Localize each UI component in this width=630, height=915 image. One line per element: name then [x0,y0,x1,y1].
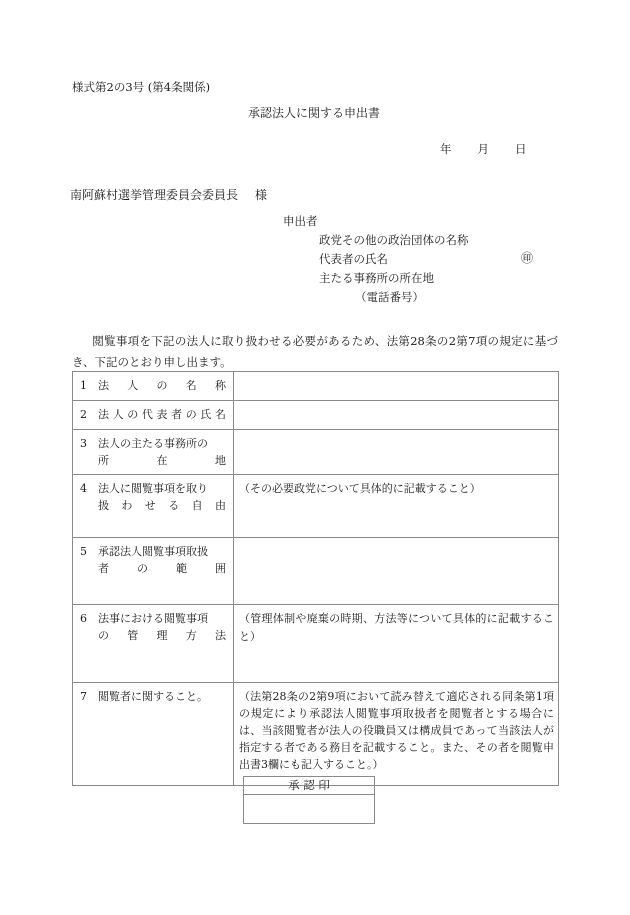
applicant-heading: 申出者 [283,214,318,228]
table-row [73,372,559,401]
row-label-line: 法人の代表者の氏名 [98,408,226,421]
row-value-text: （その必要政党について具体的に記載すること） [239,482,481,495]
row-label-line: 法人の主たる事務所の [98,437,208,450]
row-label-line: 承認法人閲覧事項取扱 [98,545,208,558]
row-number: 4 [80,482,87,495]
row-value-cell[interactable] [234,430,559,475]
body-paragraph [72,331,558,373]
row-label-line: の管理方法 [98,629,226,642]
row-value-cell[interactable] [234,683,559,786]
approval-seal-box [243,776,375,824]
row-number: 6 [80,612,87,625]
row-label-line: 法事における閲覧事項 [98,612,208,625]
row-label-line: 法人の名称 [98,379,226,392]
row-label-cell [73,430,234,475]
applicant-org-name-label: 政党その他の政治団体の名称 [319,233,469,247]
row-label-line: 閲覧者に関すること。 [98,690,208,703]
date-month-label: 月 [477,142,489,156]
table-row [73,475,559,538]
row-label-line: 扱わせる自由 [98,499,226,512]
row-label-line: 所在地 [98,454,226,467]
form-table [72,371,559,786]
row-number: 7 [80,690,87,703]
row-value-text: （管理体制や廃棄の時期、方法等について具体的に記載すること） [239,612,554,643]
row-number: 5 [80,545,87,558]
date-day-label: 日 [515,142,527,156]
date-line [440,141,527,157]
table-row [73,538,559,605]
row-number: 2 [80,408,87,421]
applicant-office-address-row [283,269,469,288]
applicant-representative-row [283,250,534,269]
table-row [73,401,559,430]
row-label-cell [73,475,234,538]
row-value-text [234,538,558,547]
row-value-text [234,372,558,381]
page-title: 承認法人に関する申出書 [248,106,381,120]
row-number: 1 [80,379,87,392]
approval-value-cell[interactable] [244,795,375,824]
table-row [73,683,559,786]
row-value-cell[interactable] [234,475,559,538]
row-number: 3 [80,437,87,450]
row-value-cell[interactable] [234,538,559,605]
row-value-text: （法第28条の2第9項において読み替えて適応される同条第1項の規定により承認法人閲覧事項取扱者を閲覧者とする場合には、当該閲覧者が法人の役職員又は構成員であって当該法人が指定する者である務目を記載すること。また、その者を閲覧申出書3欄にも記入すること。） [239,690,554,771]
row-label-line: 者の範囲 [98,562,226,575]
approval-heading-row [244,777,375,795]
row-value-text [234,401,558,410]
date-year-label: 年 [440,142,452,156]
applicant-phone-label: （電話番号） [355,290,424,304]
approval-heading-label: 承 認 印 [288,778,330,792]
body-paragraph-text: 閲覧事項を下記の法人に取り扱わせる必要があるため、法第28条の2第7項の規定に基づき、下記のとおり申し出ます。 [72,334,558,369]
table-row [73,605,559,683]
row-label-cell [73,538,234,605]
applicant-block [283,212,534,307]
addressee-name: 南阿蘇村選挙管理委員会委員長 [70,188,239,202]
addressee-honorific: 様 [255,188,268,202]
applicant-org-name-row [283,231,469,250]
form-number: 様式第2の3号 (第4条関係) [72,80,211,94]
row-value-cell[interactable] [234,372,559,401]
approval-heading-cell [244,777,375,795]
seal-stamp-icon: ㊞ [521,251,534,265]
table-row [73,430,559,475]
applicant-representative-label: 代表者の氏名 [319,252,388,266]
row-label-cell [73,401,234,430]
applicant-phone-row [283,288,469,307]
row-label-line: 法人に閲覧事項を取り [98,482,208,495]
row-label-cell [73,372,234,401]
row-value-cell[interactable] [234,401,559,430]
row-label-cell [73,683,234,786]
applicant-office-address-label: 主たる事務所の所在地 [319,271,434,285]
row-value-cell[interactable] [234,605,559,683]
approval-value-row [244,795,375,824]
row-value-text [234,430,558,439]
row-label-cell [73,605,234,683]
addressee [70,186,267,203]
